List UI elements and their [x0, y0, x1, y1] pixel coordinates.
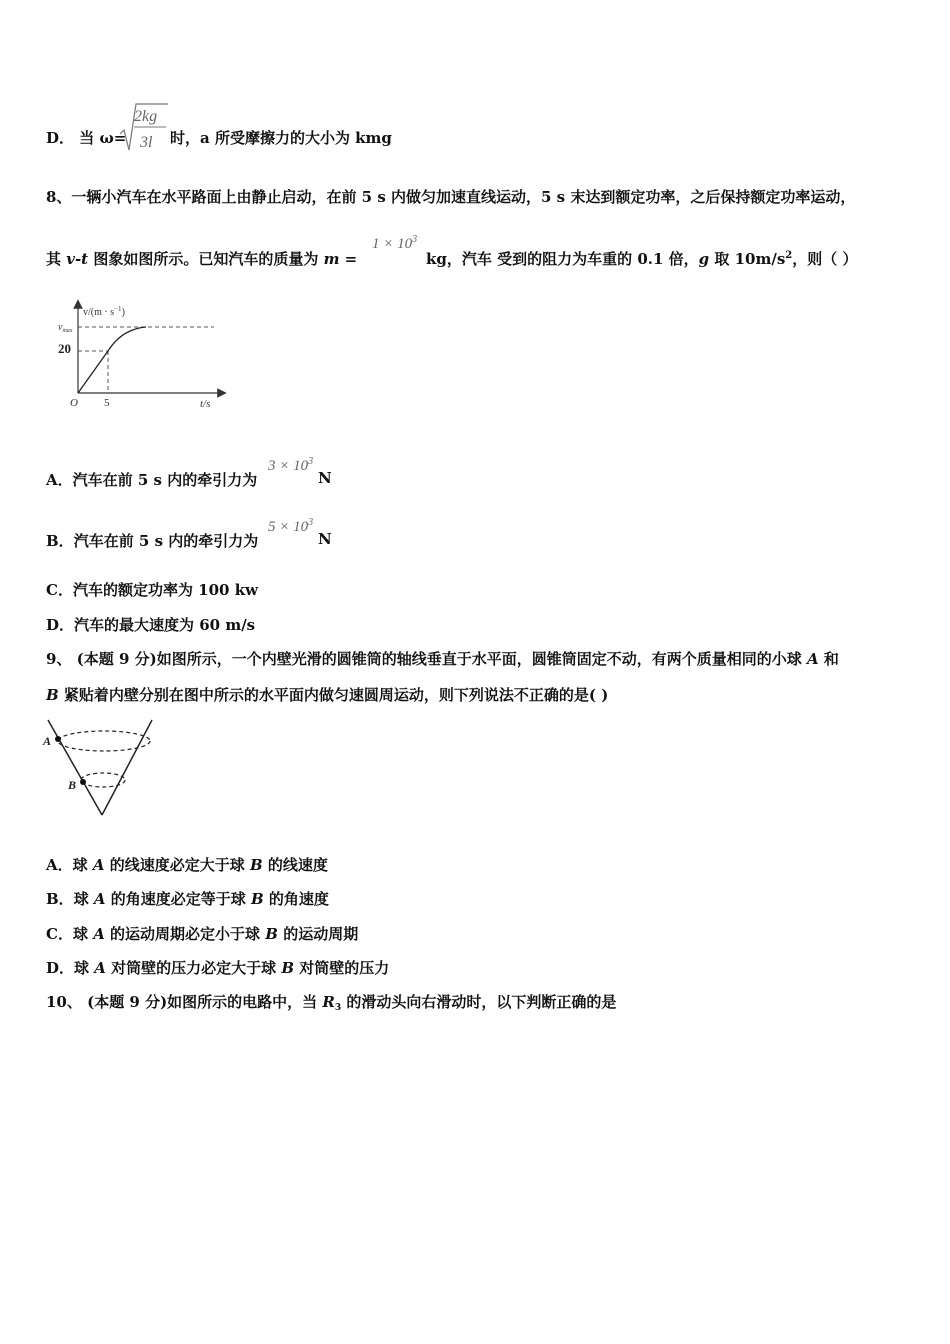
ball-b — [80, 779, 86, 785]
q9-stem-line2: B 紧贴着内壁分别在图中所示的水平面内做匀速圆周运动，则下列说法不正确的是( ) — [46, 686, 609, 704]
q7-option-d — [46, 127, 126, 148]
g-symbol: g — [698, 250, 710, 268]
q8-option-c: C．汽车的额定功率为 100 kw — [46, 581, 259, 599]
vt-curve — [78, 327, 146, 393]
y-axis-label: $v/(m \cdot s^{-1})$ — [83, 305, 125, 318]
label-a: A — [43, 734, 52, 748]
orbit-b — [81, 773, 125, 787]
vt-graph — [50, 298, 230, 418]
sqrt-formula — [118, 100, 170, 154]
cone-right-wall — [102, 720, 152, 815]
x-axis-label: t/s — [200, 398, 211, 410]
q10-stem: 10、 (本题 9 分)如图所示的电路中，当 $R_3$ 的滑动头向右滑动时，以下判断正确的是 — [46, 993, 617, 1013]
q9-option-b: B．球 A 的角速度必定等于球 B 的角速度 — [46, 890, 329, 908]
q8-stem-line2: 其 v-t 图象如图所示。已知汽车的质量为 m = — [46, 250, 358, 268]
q9-option-d: D．球 A 对筒壁的压力必定大于球 B 对筒壁的压力 — [46, 959, 390, 977]
vmax-label: $v_{max}$ — [58, 322, 73, 334]
origin-label: O — [70, 397, 78, 409]
q7-option-d-suffix: 时，a 所受摩擦力的大小为 kmg — [170, 129, 392, 147]
tick-5: 5 — [104, 397, 110, 409]
q9-option-a: A．球 A 的线速度必定大于球 B 的线速度 — [46, 856, 328, 874]
label-b: B — [68, 778, 77, 792]
q8-option-d: D．汽车的最大速度为 60 m/s — [46, 616, 256, 634]
mass-symbol: m — [323, 250, 340, 268]
orbit-a — [58, 731, 150, 751]
cone-figure — [40, 716, 160, 820]
q8-option-a-value: $3 \times 10^3$ — [268, 456, 314, 474]
q8-option-b: B．汽车在前 5 s 内的牵引力为 — [46, 532, 259, 550]
q8-option-b-value: $5 \times 10^3$ — [268, 517, 314, 535]
vt-symbol: v-t — [66, 250, 89, 268]
option-label: D． — [46, 129, 75, 147]
q9-stem-line1: 9、 (本题 9 分)如图所示，一个内壁光滑的圆锥筒的轴线垂直于水平面，圆锥筒固定不动，有两个质量相同的小球 A 和 — [46, 650, 839, 668]
mass-value: $1 \times 10^3$ — [372, 234, 418, 252]
q8-stem-line2-cont: kg，汽车 受到的阻力为车重的 0.1 倍，g 取 $10m/s^2$，则（ ） — [426, 250, 858, 268]
ball-a — [55, 736, 61, 742]
q9-option-c: C．球 A 的运动周期必定小于球 B 的运动周期 — [46, 925, 359, 943]
q8-option-a: A．汽车在前 5 s 内的牵引力为 — [46, 471, 258, 489]
q8-option-a-unit: N — [318, 469, 332, 487]
q8-stem-line1: 8、一辆小汽车在水平路面上由静止启动，在前 5 s 内做匀加速直线运动，5 s 末达到额定功率，之后保持额定功率运动， — [46, 188, 856, 206]
cone-left-wall — [48, 720, 102, 815]
sqrt-numerator: 2kg — [134, 108, 158, 125]
sqrt-denominator: 3l — [140, 134, 153, 151]
q8-option-b-unit: N — [318, 530, 332, 548]
tick-20: 20 — [58, 341, 71, 356]
option-text-prefix: 当 ω= — [79, 129, 127, 147]
